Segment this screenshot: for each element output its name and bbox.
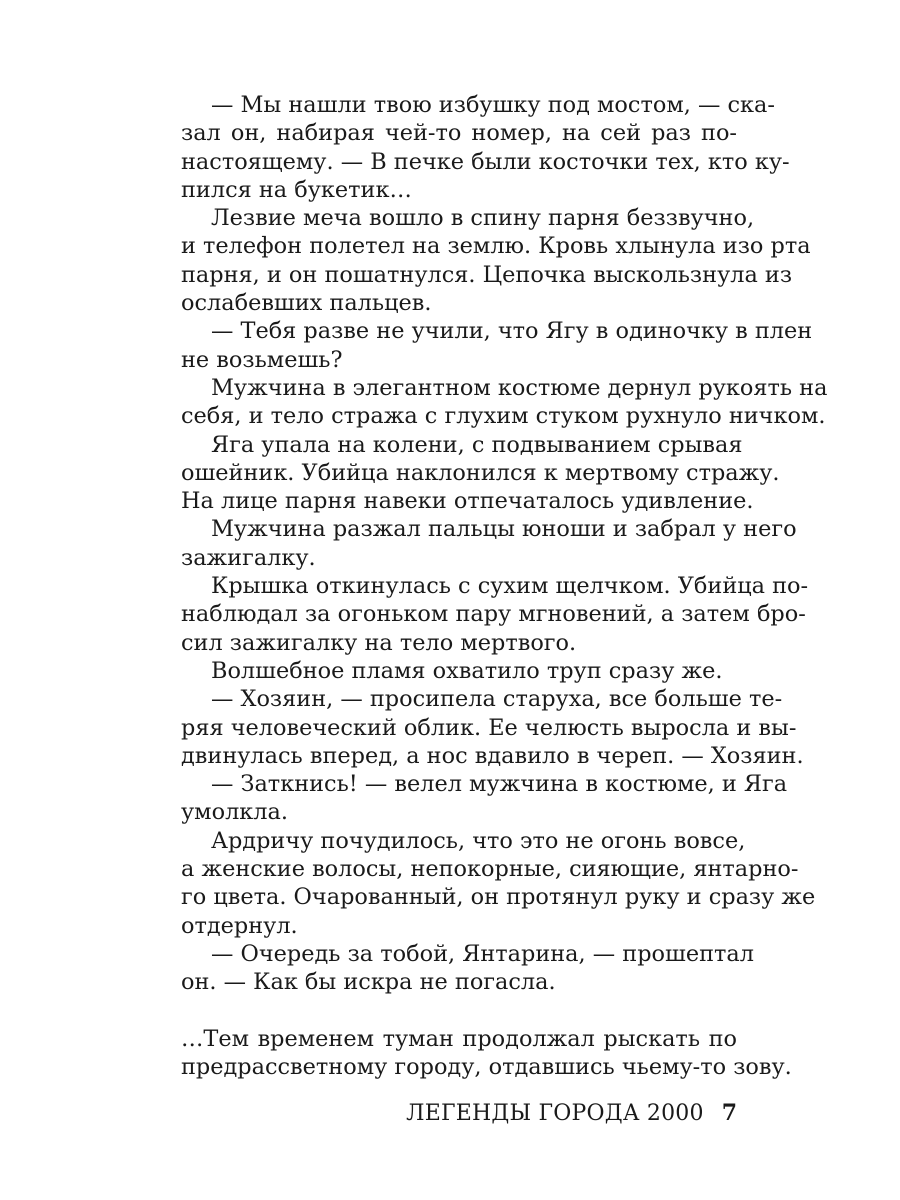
text-line: Лезвие меча вошло в спину парня беззвучно, [211, 205, 755, 232]
text-line: — Мы нашли твою избушку под мостом, — ска- [211, 92, 775, 118]
text-line: сил зажигалку на тело мертвого. [181, 629, 577, 656]
text-line: и телефон полетел на землю. Кровь хлынула изо рта [181, 233, 811, 260]
text-line: ошейник. Убийца наклонился к мертвому стражу. [181, 459, 780, 486]
text-line: умолкла. [181, 799, 288, 826]
text-line: На лице парня навеки отпечаталось удивление. [181, 488, 754, 515]
text-line: парня, и он пошатнулся. Цепочка выскользнула из [181, 261, 793, 288]
text-line: Мужчина в элегантном костюме дернул рукоять на [211, 374, 828, 401]
text-line: не возьмешь? [181, 346, 343, 373]
page-footer [406, 1100, 737, 1126]
text-line: …Тем временем туман продолжал рыскать по [181, 1025, 737, 1052]
text-line: ряя человеческий облик. Ее челюсть выросла и вы- [181, 714, 797, 741]
text-line: Яга упала на колени, с подвыванием срывая [211, 431, 743, 458]
text-line: себя, и тело стража с глухим стуком рухнуло ничком. [181, 403, 826, 430]
running-head: ЛЕГЕНДЫ ГОРОДА 2000 [406, 1101, 704, 1126]
text-line: — Заткнись! — велел мужчина в костюме, и Яга [211, 771, 788, 798]
text-line: наблюдал за огоньком пару мгновений, а затем бро- [181, 601, 806, 628]
text-line: го цвета. Очарованный, он протянул руку и сразу же [181, 884, 816, 911]
text-line: ослабевших пальцев. [181, 290, 432, 317]
text-line: а женские волосы, непокорные, сияющие, янтарно- [181, 856, 799, 883]
text-line: Крышка откинулась с сухим щелчком. Убийца по- [211, 573, 809, 600]
text-line: предрассветному городу, отдавшись чьему-то зову. [181, 1054, 792, 1081]
text-line: двинулась вперед, а нос вдавило в череп. — Хозяин. [181, 742, 804, 769]
text-line: — Хозяин, — просипела старуха, все больше те- [211, 686, 783, 713]
text-line: — Очередь за тобой, Янтарина, — прошептал [211, 940, 754, 967]
text-line: зал он, набирая чей-то номер, на сей раз по- [181, 120, 737, 147]
text-line: зажигалку. [181, 544, 316, 571]
text-line: настоящему. — В печке были косточки тех, кто ку- [181, 148, 790, 175]
text-line: Волшебное пламя охватило труп сразу же. [211, 657, 723, 684]
text-line: Ардричу почудилось, что это не огонь вовсе, [211, 827, 746, 854]
body-text [181, 91, 828, 1081]
text-line: отдернул. [181, 912, 298, 939]
page-number: 7 [721, 1100, 737, 1126]
text-line: пился на букетик… [181, 176, 412, 203]
text-line: он. — Как бы искра не погасла. [181, 969, 556, 996]
text-line: Мужчина разжал пальцы юноши и забрал у него [211, 516, 797, 543]
text-line: — Тебя разве не учили, что Ягу в одиночку в плен [211, 318, 813, 345]
